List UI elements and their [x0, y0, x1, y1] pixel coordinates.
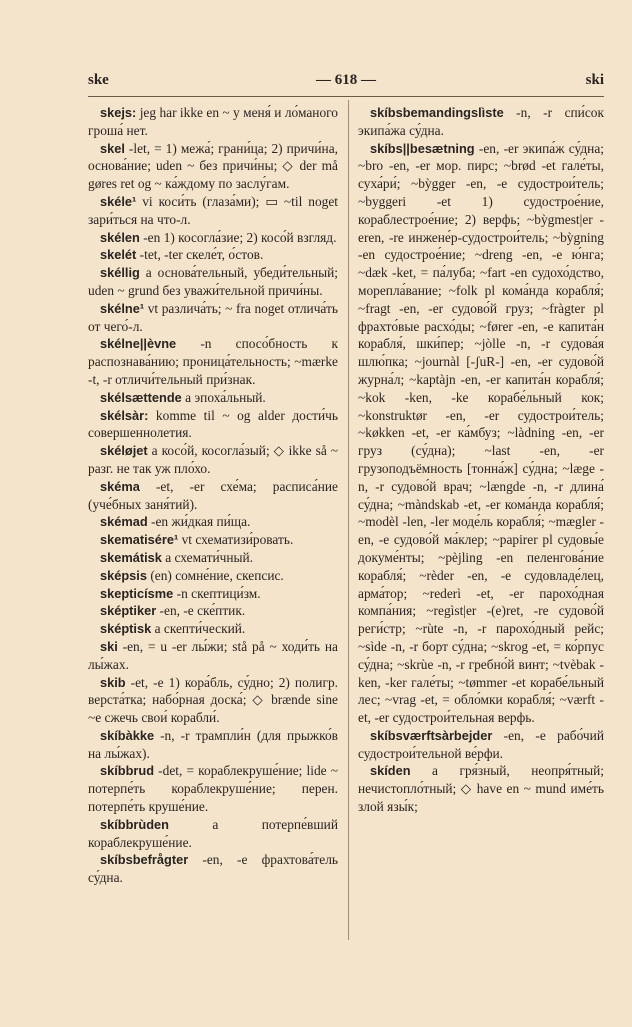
- entry-headword: skemátisk: [100, 549, 162, 565]
- entry-headword: skéma: [100, 478, 140, 494]
- dictionary-entry: [88, 246, 338, 264]
- dictionary-entry: [88, 585, 338, 603]
- entry-headword: skelét: [100, 247, 137, 263]
- entry-definition: jeg har ikke en ~ у меня́ и ло́маного гроша́ нет.: [88, 105, 338, 138]
- entry-headword: skíbsværftsàrbejder: [370, 727, 493, 743]
- entry-definition: a схемати́чный.: [161, 549, 254, 565]
- entry-headword: skib: [100, 674, 126, 690]
- entry-headword: ski: [100, 638, 118, 654]
- entry-headword: skélne¹: [100, 300, 145, 316]
- entry-definition: -en, -e фрахтова́тель су́дна.: [88, 852, 338, 886]
- dictionary-entry: [88, 851, 338, 887]
- entry-definition: -en жи́дкая пи́ща.: [147, 514, 251, 530]
- dictionary-entry: [88, 389, 338, 407]
- dictionary-entry: [358, 104, 604, 140]
- dictionary-entry: [88, 638, 338, 674]
- entry-headword: sképsis: [100, 567, 147, 583]
- column-divider: [348, 100, 349, 940]
- dictionary-entry: [88, 620, 338, 638]
- dictionary-entry: [88, 104, 338, 140]
- entry-definition: vi коси́ть (глаза́ми); ▭ ~til noget зари́ться на что-л.: [88, 193, 338, 227]
- entry-headword: skélsættende: [100, 389, 182, 405]
- entry-definition: -n, -r спи́сок экипа́жа су́дна.: [358, 105, 604, 138]
- entry-definition: vt схематизи́ровать.: [178, 532, 294, 548]
- entry-headword: skepticísme: [100, 585, 174, 601]
- entry-definition: -tet, -ter скеле́т, о́стов.: [136, 247, 264, 263]
- entry-definition: a косо́й, косогла́зый; ◇ ikke så ~ разг. не так уж пло́хо.: [88, 443, 338, 476]
- entry-headword: skélen: [100, 229, 140, 245]
- dictionary-entry: [88, 567, 338, 585]
- dictionary-entry: [88, 674, 338, 727]
- dictionary-entry: [88, 531, 338, 549]
- entry-definition: -en, -e рабо́чий судострои́тельной ве́рфи.: [358, 727, 604, 761]
- entry-headword: skel: [100, 140, 125, 156]
- dictionary-entry: [88, 602, 338, 620]
- entry-definition: -n, -r трампли́н (для прыжко́в на лы́жах).: [88, 727, 338, 761]
- entry-headword: skejs:: [100, 105, 137, 120]
- dictionary-entry: [88, 478, 338, 514]
- dictionary-entry: [88, 193, 338, 229]
- entry-definition: a скепти́ческий.: [151, 621, 246, 637]
- dictionary-entry: [88, 816, 338, 852]
- entry-headword: skíbbrud: [100, 763, 155, 779]
- entry-definition: -det, = кораблекруше́ние; lide ~ потерпе́ть кораблекруше́ние; перен. потерпе́ть круше́ние.: [88, 763, 338, 815]
- left-column: [88, 104, 338, 887]
- entry-headword: skíbs||besætning: [370, 140, 475, 156]
- entry-headword: skéllig: [100, 265, 140, 281]
- dictionary-entry: [358, 140, 604, 727]
- entry-headword: sképtiker: [100, 603, 157, 619]
- dictionary-entry: [88, 335, 338, 388]
- dictionary-entry: [88, 407, 338, 443]
- entry-headword: skíbbrùden: [100, 816, 169, 832]
- dictionary-entry: [88, 727, 338, 763]
- entry-headword: skéløjet: [100, 443, 148, 459]
- entry-headword: sképtisk: [100, 621, 152, 637]
- header-first-word: ske: [88, 72, 109, 88]
- entry-definition: -n скептици́зм.: [173, 585, 261, 601]
- page-header: [88, 72, 604, 92]
- entry-headword: skíbàkke: [100, 727, 155, 743]
- dictionary-entry: [88, 549, 338, 567]
- page-number: — 618 —: [316, 72, 376, 88]
- dictionary-entry: [358, 762, 604, 815]
- dictionary-entry: [88, 229, 338, 247]
- entry-headword: skíbsbemandingslìste: [370, 105, 504, 120]
- dictionary-entry: [88, 140, 338, 193]
- header-rule: [88, 96, 604, 97]
- right-column: [358, 104, 604, 816]
- header-last-word: ski: [585, 72, 604, 88]
- entry-definition: -et, -er схе́ма; расписа́ние (уче́бных заня́тий).: [88, 478, 338, 512]
- entry-definition: -en, -e ске́птик.: [156, 603, 246, 619]
- entry-definition: a гря́зный, неопря́тный; нечистопло́тный; ◇ have en ~ mund име́ть злой язы́к;: [358, 763, 604, 815]
- entry-definition: a основа́тельный, убеди́тельный; uden ~ grund без уважи́тельной причи́ны.: [88, 265, 338, 298]
- entry-headword: skematisére¹: [100, 532, 179, 548]
- entry-headword: skéle¹: [100, 193, 137, 209]
- entry-definition: -let, = 1) межа́; грани́ца; 2) причи́на, основа́ние; uden ~ без причи́ны; ◇ der må gøres ret og ~ ка́ждому по заслу́гам.: [88, 140, 338, 192]
- entry-definition: -en 1) косогла́зие; 2) косо́й взгляд.: [139, 229, 337, 245]
- dictionary-entry: [88, 300, 338, 336]
- entry-definition: -et, -e 1) кора́бль, су́дно; 2) полигр. верста́тка; набо́рная доска́; ◇ brænde sine ~e сжечь свои́ корабли́.: [88, 674, 338, 726]
- entry-headword: skíbsbefrågter: [100, 852, 189, 868]
- dictionary-entry: [88, 513, 338, 531]
- entry-definition: a потерпе́вший кораблекруше́ние.: [88, 816, 338, 850]
- entry-headword: skémad: [100, 514, 148, 530]
- entry-definition: -n спосо́бность к распознава́нию; проница́тельность; ~mærke -t, -r отличи́тельный при́знак.: [88, 336, 338, 387]
- dictionary-entry: [358, 727, 604, 763]
- entry-headword: skíden: [370, 763, 411, 779]
- entry-headword: skélne||èvne: [100, 336, 177, 352]
- dictionary-entry: [88, 762, 338, 815]
- entry-headword: skélsàr:: [100, 407, 149, 423]
- dictionary-entry: [88, 442, 338, 478]
- entry-definition: komme til ~ og alder дости́чь совершеннолетия.: [88, 407, 338, 441]
- dictionary-entry: [88, 264, 338, 300]
- entry-definition: -en, = u -er лы́жи; stå på ~ ходи́ть на лы́жах.: [88, 638, 338, 672]
- entry-definition: -en, -er экипа́ж су́дна; ~bro -en, -er мор. пирс; ~brød -et гале́ты, суха́ри́; ~bỳgger -en, -e судострои́тель; ~byggeri -et 1) судострое́ние, кораблестрое́ние; 2) верфь; ~bỳgmest|er -eren, -re инжене́р-судострои́тель; ~bỳgning -en судострое́ние; ~dreng -en, -e ю́нга; ~dæk -ket, = па́луба; ~fart -en судохо́дство, морепла́вание; ~folk pl кома́нда корабля́; ~fragt -en, -er судово́й груз; ~fràgter pl фрахто́вые расхо́ды; ~fører -en, -e капита́н корабля́, шки́пер; ~jòlle -n, -r судова́я шлю́пка; ~journàl [-ʃuR-] -en, -er судово́й журна́л; ~kaptàjn -en, -er капита́н корабля́; ~kok -ken, -ke корабе́льный кок; ~konstruktør -en, -er судострои́тель; ~køkken -et, -er ка́мбуз; ~làdning -en, -er груз (су́дна); ~last -en, -er грузоподъёмность [тонна́ж] су́дна; ~læge -n, -r судово́й врач; ~længde -n, -r длина́ су́дна; ~màndskab -et, -er кома́нда корабля́; ~modèl -len, -ler моде́ль корабля́; ~mægler -en, -e судово́й ма́клер; ~papirer pl судовы́е докуме́нты; ~pèjling -en пеленгова́ние корабля́; ~rèder -en, -e судовладе́лец, арма́тор; ~rederì -et, -er парохо́дная компа́ния; ~regìst|er -(e)ret, -re судово́й реги́стр; ~rùte -n, -r парохо́дный рейс; ~sìde -n, -r борт су́дна; ~skrog -et, = ко́рпус су́дна; ~skrùe -n, -r гребно́й винт; ~tvèbak -ken, -ker гале́ты; ~tømmer -et корабе́льный лес; ~vrag -et, = обло́мки корабля́; ~værft -et, -er судострои́тельная верфь.: [358, 140, 604, 726]
- entry-definition: vt различа́ть; ~ fra noget отлича́ть от чего́-л.: [88, 300, 338, 334]
- entry-definition: a эпоха́льный.: [181, 389, 266, 405]
- entry-definition: (en) сомне́ние, скепсис.: [146, 567, 284, 583]
